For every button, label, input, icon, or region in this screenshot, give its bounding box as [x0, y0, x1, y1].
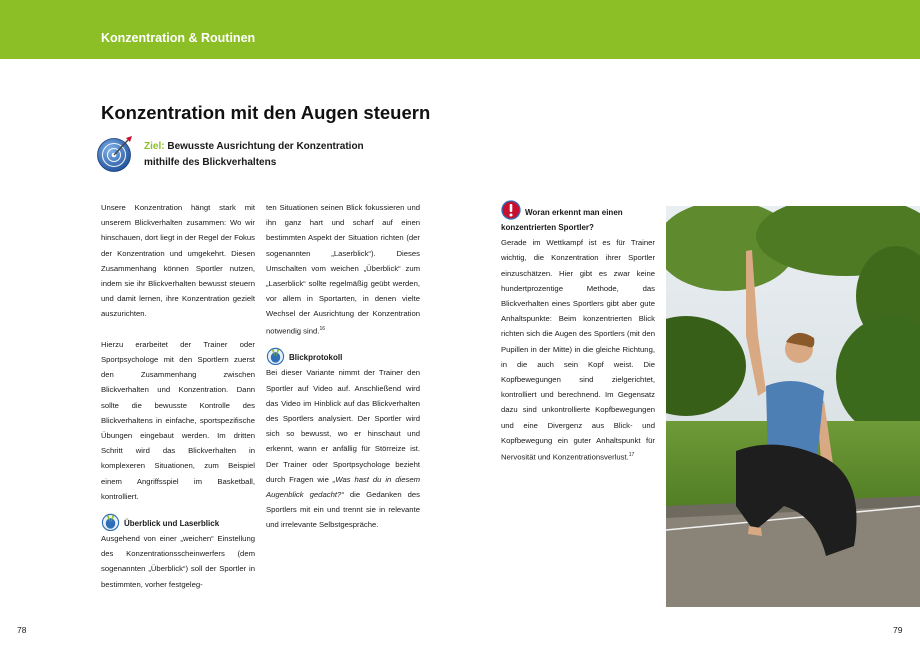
box-concentrated-heading-2: konzentrierten Sportler?: [501, 223, 594, 232]
page-title: Konzentration mit den Augen steuern: [101, 102, 431, 123]
target-dart-icon: [95, 133, 135, 173]
page-number-right: 79: [893, 625, 903, 635]
box-overview-laser-heading: Überblick und Laserblick: [124, 518, 220, 528]
footnote-17: 17: [628, 452, 635, 459]
eye-focus-icon: [266, 346, 285, 365]
page-number-left: 78: [17, 625, 27, 635]
goal-line-1: Bewusste Ausrichtung der Konzentration: [167, 141, 364, 152]
column-3: [501, 200, 655, 465]
alert-icon: [501, 200, 521, 220]
intro-paragraph: Unsere Konzentration hängt stark mit unserem Blickverhalten zusammen: Wo wir hinschauen, dort liegt in der Regel der Fokus der Konzentration und umgekehrt. Diesen Zusammenhang können Sportler nutzen, indem sie ihr Blickverhalten bewusst steuern und damit lernen, ihre Konzentration gezielt auszurichten.: [101, 203, 255, 319]
method-paragraph: Hierzu erarbeitet der Trainer oder Sportpsychologe mit den Sportlern zuerst den Zusammenhang zwischen Blickverhalten und Konzentration. Dann sollte die bewusste Kontrolle des Blickverhaltens in einfache, sportspezifische Übungen eingebaut werden. Im dritten Schritt wird das Blickverhalten in komplexeren Situationen, zum Beispiel einem Angriffsspiel im Basketball, kontrolliert.: [101, 339, 255, 501]
goal-label: Ziel:: [144, 141, 165, 152]
footnote-16: 16: [319, 325, 325, 332]
box-protocol-text: Bei dieser Variante nimmt der Trainer den Sportler auf Video auf. Anschließend wird das Video im Hinblick auf das Blickverhalten des Sportlers analysiert. Der Sportler wird sich so bewusst, wo er hinschaut und erkennt, wann er anfällig für Störreize ist. Der Trainer oder Sportpsychologe bezieht durch Fragen wie „Was hast du in diesem Augenblick gedacht?“ die Gedanken des Sportlers mit ein und trennt sie in relevante und irrelevante Selbstgespräche.: [266, 368, 421, 530]
section-label: Konzentration & Routinen: [101, 31, 256, 45]
laser-paragraph-text: ten Situationen seinen Blick fokussieren und ihn ganz hart und scharf auf einen bestimmten Aspekt der Situation richten (der sogenannten „Laserblick“). Dieses Umschalten vom weichen „Überblick“ zum „Laserblick“ sollte regelmäßig geübt werden, vor allem in Sportarten, in denen vielte Wechsel der Ausrichtung der Konzentration notwendig sind.: [266, 203, 420, 336]
box-protocol-heading: Blickprotokoll: [289, 353, 343, 363]
box-overview-laser-text: Ausgehend von einer „weichen“ Einstellung des Konzentrationsscheinwerfers (dem sogenannten „Überblick“) soll der Sportler in bestimmten, vorher festgeleg-: [101, 534, 255, 589]
laser-paragraph: [266, 200, 420, 338]
box-concentrated-text: Gerade im Wettkampf ist es für Trainer wichtig, die Konzentration ihrer Sportler einzuschätzen. Hier gibt es zwar keine hundertprozentige Methode, das Blickverhalten eines Sportlers gibt aber gute Anhaltspunkte: Beim konzentrierten Blick richten sich die Augen des Sportlers (mit den Pupillen in der Mitte) in die gleiche Richtung, in die auch sein Kopf weist. Die Kopfbewegungen sind zielgerichtet, kontrolliert und berechnend. Im Gegensatz dazu sind unkontrollierte Kopfbewegungen und eine Divergenz aus Blick- und Kopfbewegung ein guter Anhaltspunkt für Nervosität und Konzentrationsverlust.$^{17}$: [501, 238, 655, 462]
column-1: [101, 200, 255, 504]
column-2: [266, 200, 420, 533]
header-bar: [0, 0, 920, 59]
eye-focus-icon: [101, 512, 120, 531]
box-overview-laser: [101, 512, 255, 592]
slackline-photo: [666, 206, 920, 607]
box-concentrated-heading-1: Woran erkennt man einen: [525, 207, 623, 217]
protocol-quote: „Was hast du in diesem Augenblick gedacht?“: [266, 474, 421, 500]
goal-block: [144, 139, 394, 171]
goal-line-2: mithilfe des Blickverhaltens: [144, 157, 277, 168]
